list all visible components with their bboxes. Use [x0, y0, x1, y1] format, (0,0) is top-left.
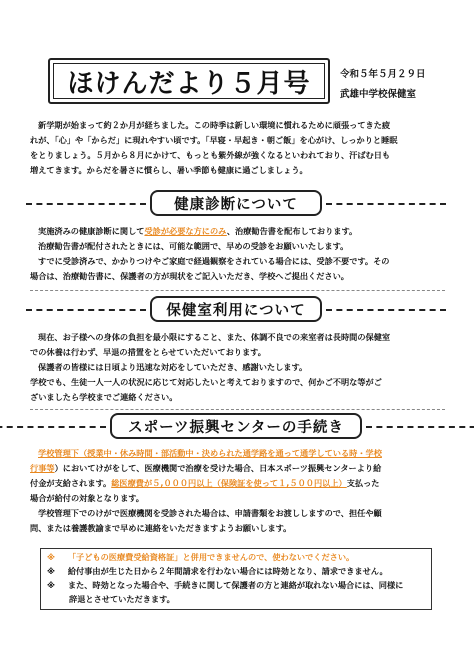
highlight-text: 行事等: [30, 463, 55, 473]
sports-line: [30, 476, 382, 491]
newsletter-title-text: ほけんだより５月号: [67, 68, 311, 99]
nurse-line: 学校でも、生徒一人一人の状況に応じて対応したいと考えておりますので、何かご不明な等がご: [30, 377, 382, 387]
note-item: [47, 552, 354, 563]
note-text: 辞退とさせていただきます。: [69, 594, 175, 604]
health-line: 場合は、治療勧告書に、保護者の方が現状をご記入いただき、学校へご提出ください。: [30, 271, 349, 281]
section-heading-sports-center: [110, 413, 362, 439]
health-line-text: 実施済みの健康診断に関して: [38, 226, 145, 236]
sports-line-text: ）においてけがをして、医療機関で治療を受けた場合、日本スポーツ振興センターより給: [54, 463, 382, 473]
note-mark: ※: [47, 580, 55, 590]
section-divider: [30, 290, 445, 291]
section-heading-nurse-office: [150, 296, 322, 322]
note-mark: ※: [47, 566, 55, 576]
sports-line: [30, 461, 382, 476]
highlight-text: 学校管理下（授業中・休み時間・部活動中・決められた通学路を通って通学している時・学校: [38, 448, 382, 458]
nurse-line: ざいましたら学校までご連絡ください。: [30, 392, 178, 402]
sports-line-text: 支払った: [346, 478, 380, 488]
newsletter-title: [48, 58, 330, 104]
sports-center-paragraph: [30, 446, 382, 536]
intro-line: をとりましょう。５月から８月にかけて、もっとも紫外線が強くなるといわれており、汗ばむ日も: [30, 150, 391, 160]
section-heading-health-checkup: [150, 190, 322, 216]
section-divider: [30, 409, 445, 410]
note-item-continued: [69, 594, 175, 605]
issue-date: 令和５年５月２９日: [340, 69, 426, 80]
sports-line-text: 付金が支給されます。: [30, 478, 112, 488]
highlight-text: 受診が必要な方にのみ: [144, 226, 227, 236]
note-item: [47, 566, 388, 577]
note-item: [47, 580, 403, 591]
intro-line: れが、「心」や「からだ」に現れやすい頃です。「早寝・早起き・朝ご飯」を心がけ、しっかりと睡眠: [30, 135, 398, 145]
intro-paragraph: [30, 118, 397, 178]
health-line: 治療勧告書が配付されたときには、可能な範囲で、早めの受診をお願いいたします。: [38, 241, 349, 251]
sports-line: 問、または養護教諭まで早めに連絡をいただきますようお願いします。: [30, 523, 292, 533]
section-heading-text: スポーツ振興センターの手続き: [128, 419, 344, 436]
highlight-text: 総医療費が５,０００円以上（保険証を使って１,５００円以上）: [111, 478, 347, 488]
note-text: 「子どもの医療費受給資格証」と併用できませんので、使わないでください。: [67, 552, 355, 562]
nurse-line: 保護者の皆様には日頃より迅速な対応をしていただき、感謝いたします。: [38, 362, 308, 372]
note-mark: ※: [47, 552, 55, 562]
intro-line: 増えてきます。からだを暑さに慣らし、暑い季節も健康に過ごしましょう。: [30, 165, 308, 175]
school-name: 武雄中学校保健室: [340, 89, 417, 100]
intro-line: 新学期が始まって約２か月が経ちました。この時季は新しい環境に慣れるために頑張ってきた疲: [38, 120, 391, 130]
nurse-line: での休養は行わず、早退の措置をとらせていただいております。: [30, 347, 266, 357]
health-line: [30, 224, 390, 239]
note-text: 給付事由が生じた日から２年間請求を行わない場合には時効となり、請求できません。: [67, 566, 388, 576]
health-line: すでに受診済みで、かかりつけやご家庭で経過観察をされている場合には、受診不要です。その: [38, 256, 390, 266]
notes-box: [40, 548, 432, 610]
sports-line: 学校管理下でのけがで医療機関を受診された場合は、申請書類をお渡ししますので、担任や顧: [38, 508, 382, 518]
sports-line: [30, 446, 382, 461]
health-checkup-paragraph: [30, 224, 390, 284]
nurse-office-paragraph: [30, 330, 390, 405]
note-text: また、時効となった場合や、手続きに関して保護者の方と連絡が取れない場合には、同様に: [67, 580, 404, 590]
nurse-line: 現在、お子様への身体の負担を最小限にすること、また、体調不良での来室者は長時間の保健室: [38, 332, 391, 342]
health-line-text: 、治療勧告書を配布しております。: [226, 226, 358, 236]
section-heading-text: 健康診断について: [174, 196, 298, 213]
sports-line: 場合が給付の対象となります。: [30, 493, 144, 503]
section-heading-text: 保健室利用について: [166, 302, 306, 319]
